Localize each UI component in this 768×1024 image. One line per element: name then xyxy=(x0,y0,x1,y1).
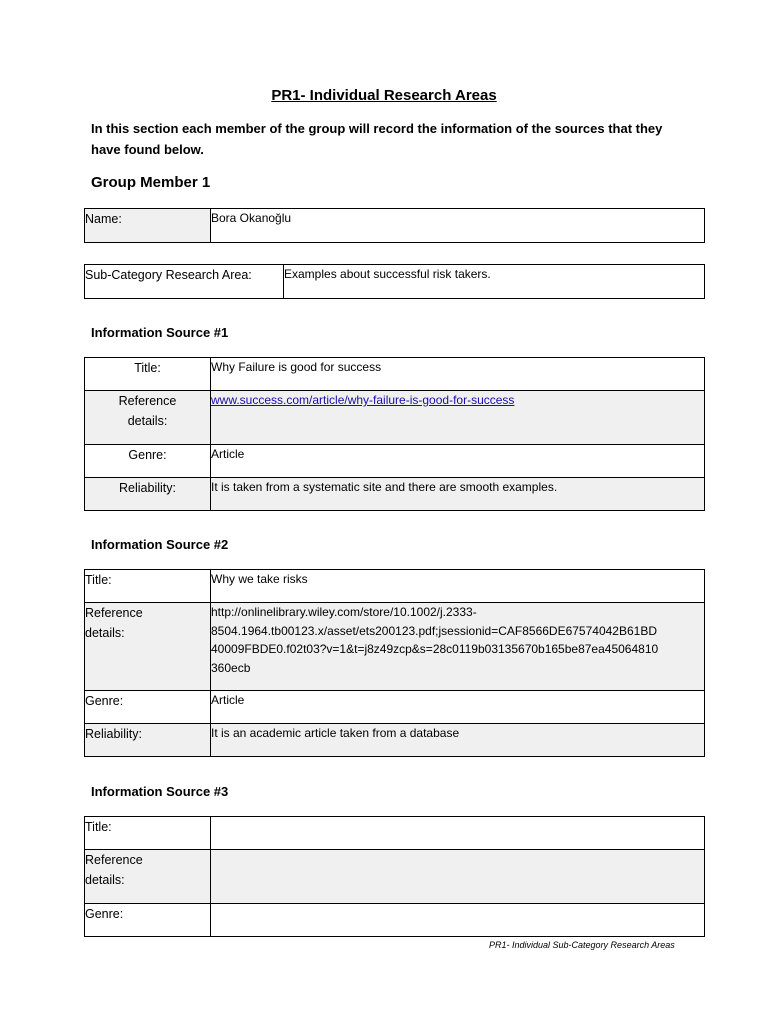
reference-label-line-2: details: xyxy=(85,626,125,640)
source-2-title-label: Title: xyxy=(85,570,211,603)
name-label: Name: xyxy=(85,209,211,243)
reference-line: 40009FBDE0.f02t03?v=1&t=j8z49zcp&s=28c0119b03135670b165be87ea45064810 xyxy=(211,642,659,656)
source-1-reliability-label: Reliability: xyxy=(85,478,211,511)
source-3-reference xyxy=(211,850,705,904)
group-member-heading: Group Member 1 xyxy=(91,174,211,191)
source-1-table xyxy=(84,357,705,511)
page-footer: PR1- Individual Sub-Category Research Areas xyxy=(489,940,675,950)
reference-line: 8504.1964.tb00123.x/asset/ets200123.pdf;jsessionid=CAF8566DE67574042B61BD xyxy=(211,623,657,638)
source-3-genre-label: Genre: xyxy=(85,904,211,937)
subcategory-table xyxy=(84,264,705,299)
source-1-title-label: Title: xyxy=(85,358,211,391)
source-1-heading: Information Source #1 xyxy=(91,325,229,340)
source-2-reliability: It is an academic article taken from a database xyxy=(211,724,705,757)
reference-line: 360ecb xyxy=(211,660,251,675)
source-1-reference xyxy=(211,391,705,445)
source-3-table xyxy=(84,816,705,937)
source-1-genre: Article xyxy=(211,445,705,478)
source-1-reliability: It is taken from a systematic site and there are smooth examples. xyxy=(211,478,705,511)
source-1-reference-link[interactable]: www.success.com/article/why-failure-is-good-for-success xyxy=(211,393,515,407)
source-2-genre-label: Genre: xyxy=(85,691,211,724)
name-table xyxy=(84,208,705,243)
source-2-table xyxy=(84,569,705,757)
subcategory-label: Sub-Category Research Area: xyxy=(85,265,284,299)
reference-label-line-2: details: xyxy=(85,873,125,887)
reference-label-line-1: Reference xyxy=(118,394,177,408)
source-2-genre: Article xyxy=(211,691,705,724)
source-3-genre xyxy=(211,904,705,937)
page-title: PR1- Individual Research Areas xyxy=(271,87,497,104)
intro-text: In this section each member of the group will record the information of the sources that they have found below. xyxy=(91,121,663,157)
name-value: Bora Okanoğlu xyxy=(211,209,705,243)
source-3-heading: Information Source #3 xyxy=(91,784,229,799)
source-2-reference-label xyxy=(85,603,211,691)
source-1-reference-label xyxy=(85,391,211,445)
source-2-reference xyxy=(211,603,705,691)
reference-label-line-1: Reference xyxy=(85,606,143,620)
reference-label-line-1: Reference xyxy=(85,853,143,867)
source-3-title xyxy=(211,817,705,850)
source-3-title-label: Title: xyxy=(85,817,211,850)
subcategory-value: Examples about successful risk takers. xyxy=(284,265,705,299)
source-3-reference-label xyxy=(85,850,211,904)
source-2-title: Why we take risks xyxy=(211,570,705,603)
reference-line: http://onlinelibrary.wiley.com/store/10.1002/j.2333- xyxy=(211,605,477,619)
reference-label-line-2: details: xyxy=(127,414,168,428)
source-1-genre-label: Genre: xyxy=(85,445,211,478)
source-2-reliability-label: Reliability: xyxy=(85,724,211,757)
source-2-heading: Information Source #2 xyxy=(91,537,229,552)
source-1-title: Why Failure is good for success xyxy=(211,358,705,391)
